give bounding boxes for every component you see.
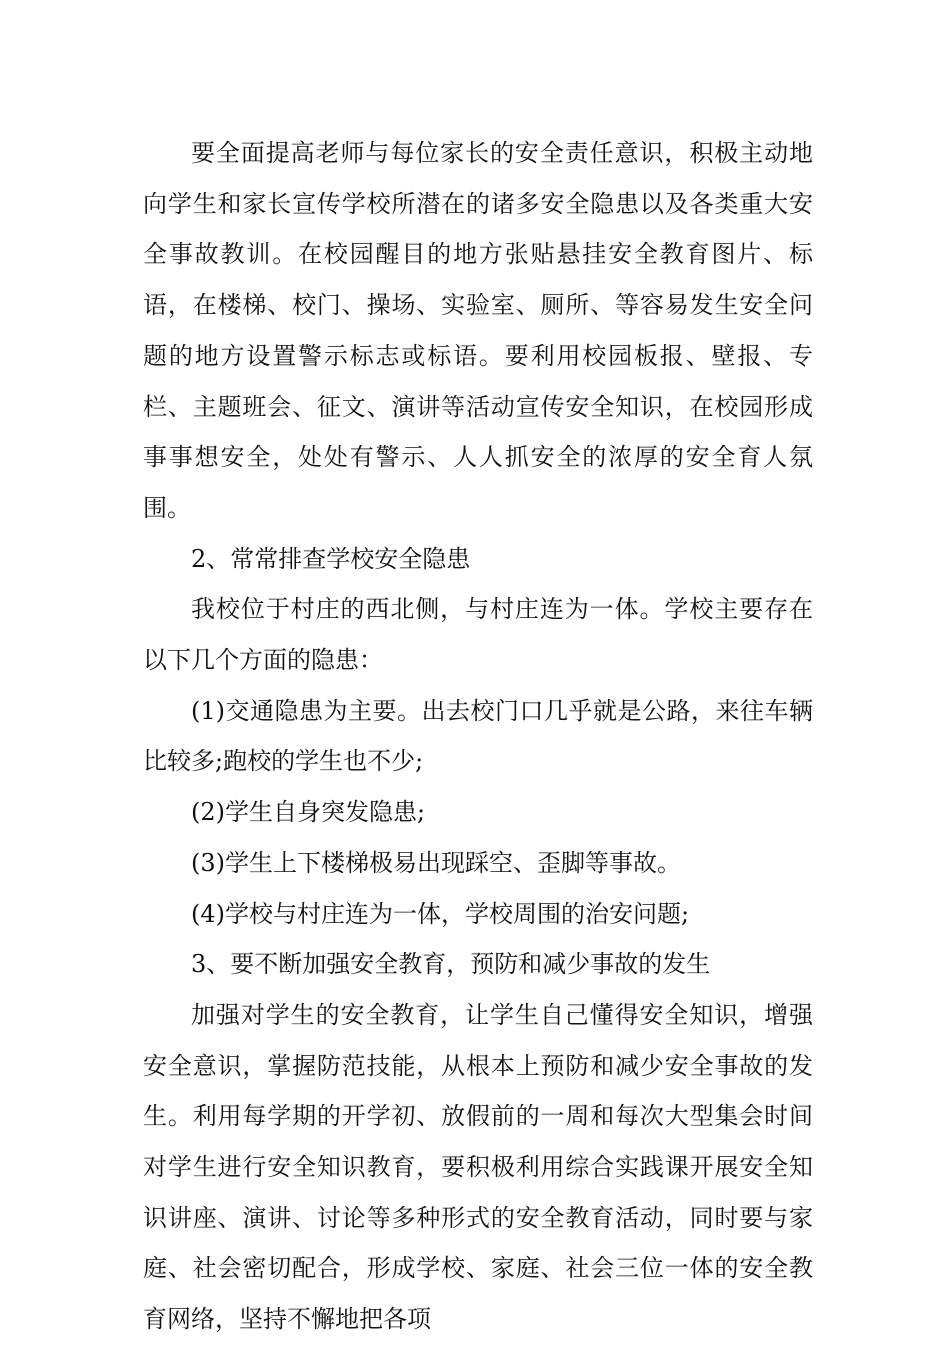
- document-body: [143, 128, 813, 1345]
- list-item-traffic-hazard: (1)交通隐患为主要。出去校门口几乎就是公路，来往车辆比较多;跑校的学生也不少;: [143, 696, 813, 776]
- section-heading-safety-education: 3、要不断加强安全教育，预防和减少事故的发生: [191, 950, 711, 979]
- paragraph-safety-education: 加强对学生的安全教育，让学生自己懂得安全知识，增强安全意识，掌握防范技能，从根本上预防和减少安全事故的发生。利用每学期的开学初、放假前的一周和每次大型集会时间对学生进行安全知识教育，要积极利用综合实践课开展安全知识讲座、演讲、讨论等多种形式的安全教育活动，同时要与家庭、社会密切配合，形成学校、家庭、社会三位一体的安全教育网络，坚持不懈地把各项: [143, 1000, 813, 1334]
- list-item-stairs-accident: (3)学生上下楼梯极易出现踩空、歪脚等事故。: [191, 848, 681, 877]
- list-item-public-security: (4)学校与村庄连为一体，学校周围的治安问题;: [191, 899, 690, 928]
- list-item-student-emergency: (2)学生自身突发隐患;: [191, 798, 426, 827]
- section-heading-hazard-inspection: 2、常常排查学校安全隐患: [191, 544, 471, 573]
- paragraph-safety-awareness: 要全面提高老师与每位家长的安全责任意识，积极主动地向学生和家长宣传学校所潜在的诸多安全隐患以及各类重大安全事故教训。在校园醒目的地方张贴悬挂安全教育图片、标语，在楼梯、校门、操场、实验室、厕所、等容易发生安全问题的地方设置警示标志或标语。要利用校园板报、壁报、专栏、主题班会、征文、演讲等活动宣传安全知识，在校园形成事事想安全，处处有警示、人人抓安全的浓厚的安全育人氛围。: [143, 139, 813, 522]
- paragraph-school-location: 我校位于村庄的西北侧，与村庄连为一体。学校主要存在以下几个方面的隐患：: [143, 595, 813, 675]
